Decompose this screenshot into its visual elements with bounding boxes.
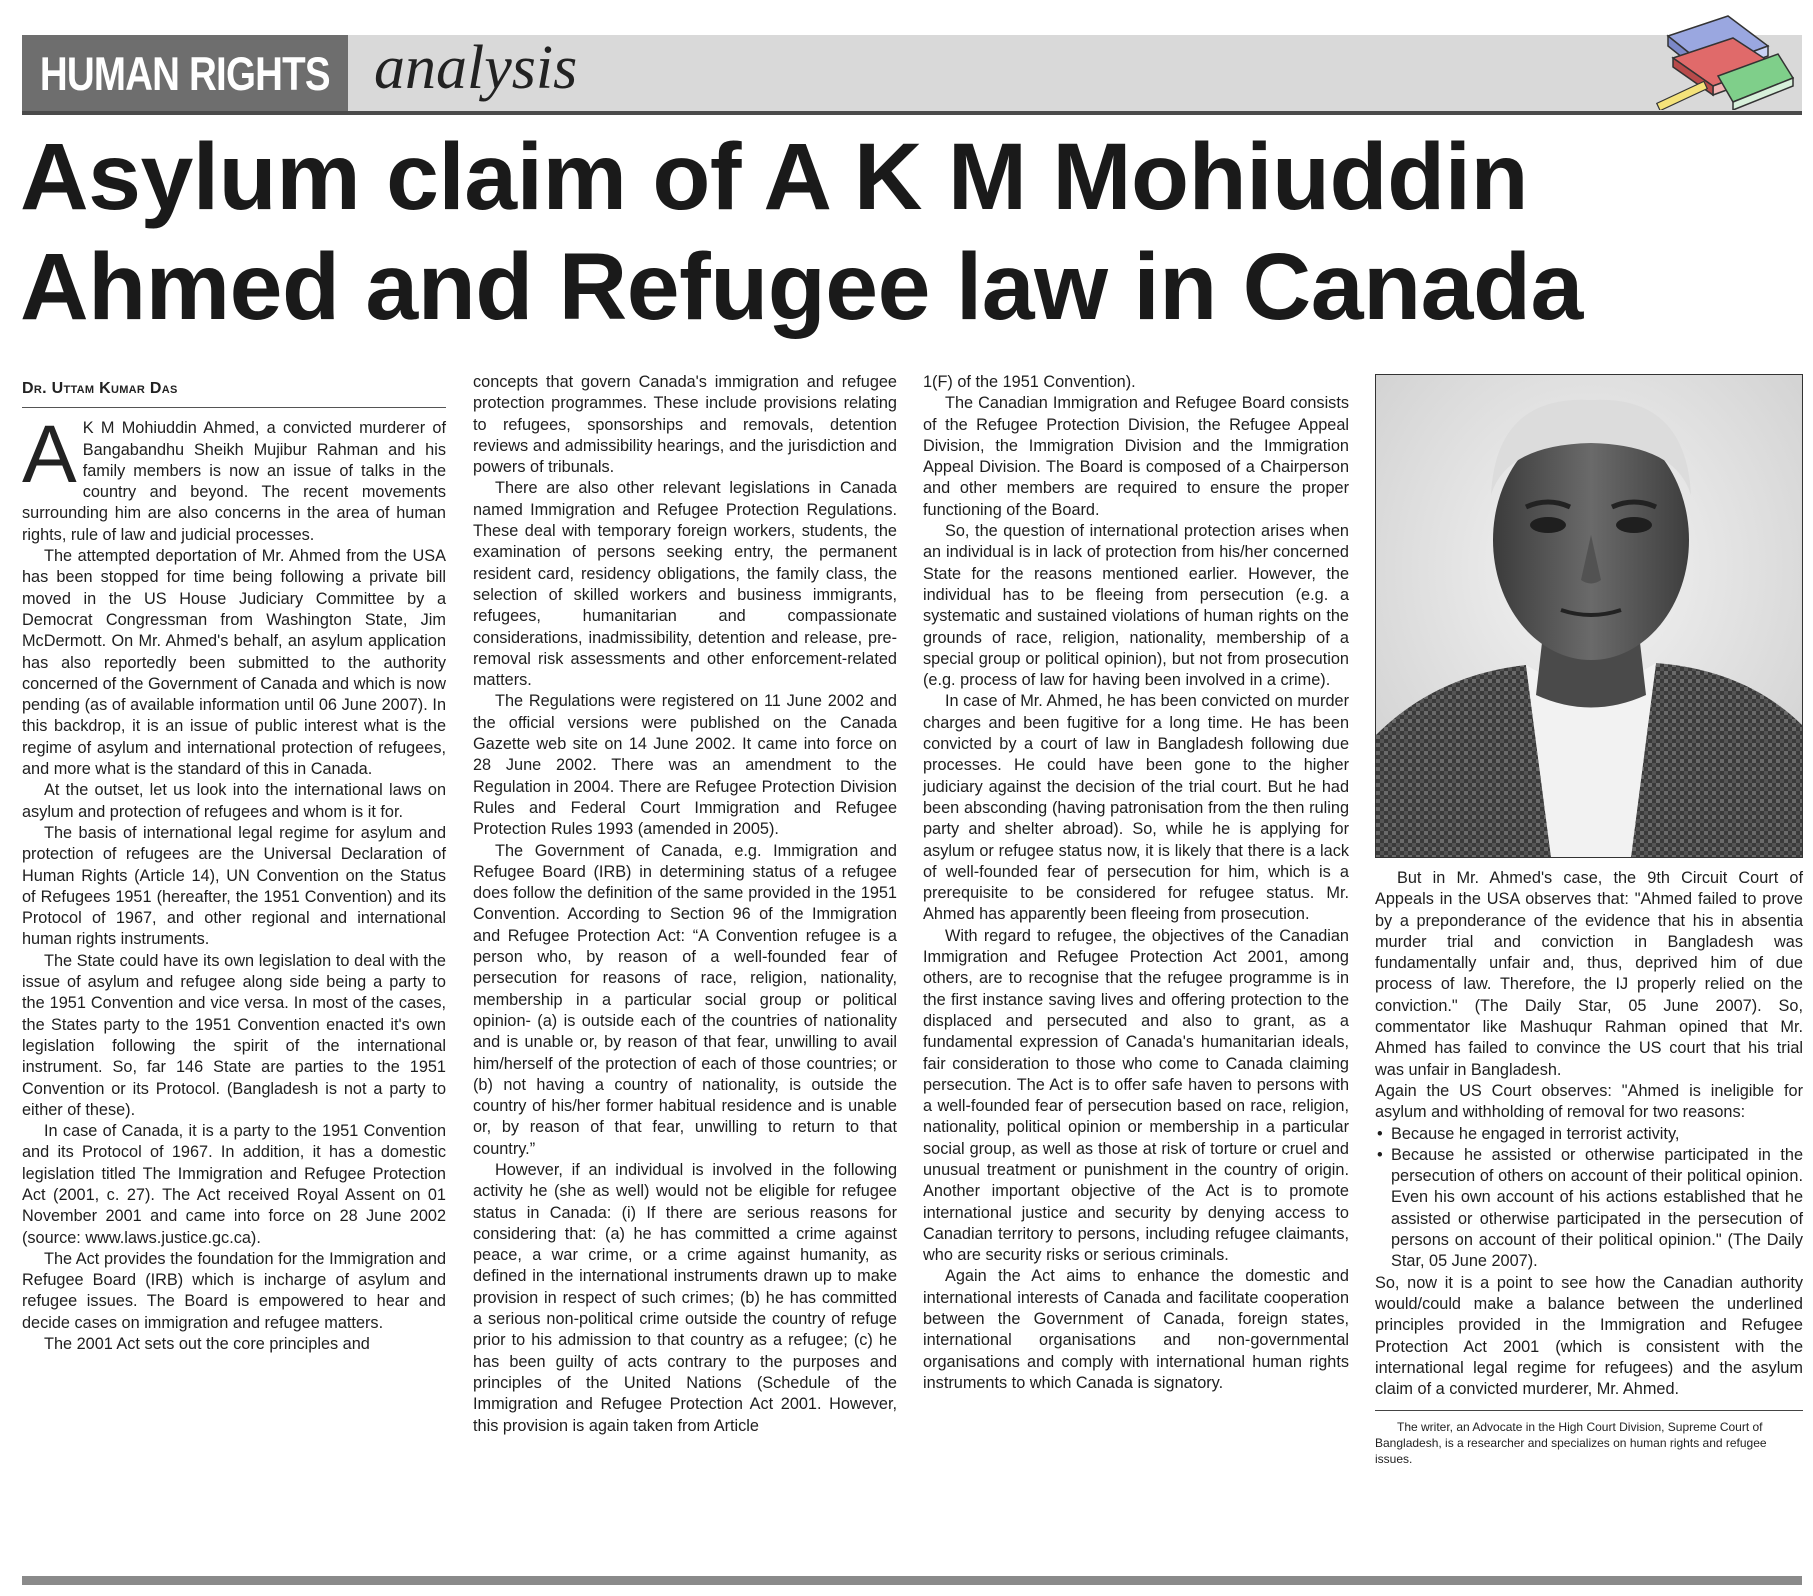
paragraph: The Canadian Immigration and Refugee Board consists of the Refugee Protection Division, the Refugee Appeal Division, the Immigration Division and the Immigration Appeal Division. The Board is composed of a Chairperson and other members are required to ensure the proper functioning of the Board. bbox=[923, 394, 1349, 519]
portrait-image bbox=[1376, 375, 1802, 857]
paragraph: The attempted deportation of Mr. Ahmed from the USA has been stopped for time being following a private bill moved in the US House Judiciary Committee by a Democrat Congressman from Washington State, Jim McDermott. On Mr. Ahmed's behalf, an asylum application has also reportedly been submitted to the authority concerned of the Government of Canada and which is now pending (as of available information until 06 June 2007). In this backdrop, it is an issue of public interest what is the regime of asylum and international protection of refugees, and more what is the standard of this in Canada. bbox=[22, 547, 446, 779]
byline-rule bbox=[22, 407, 446, 408]
column-3 bbox=[923, 372, 1349, 1394]
byline: Dr. Uttam Kumar Das bbox=[22, 380, 178, 397]
paragraph: concepts that govern Canada's immigration and refugee protection programmes. These include provisions relating to refugees, sponsorships and removals, detention reviews and admissibility hearings, and the jurisdiction and powers of tribunals. bbox=[473, 373, 897, 477]
paragraph: The State could have its own legislation to deal with the issue of asylum and refugee along side being a party to the 1951 Convention and vice versa. In most of the cases, the States party to the 1951 Convention enacted it's own legislation following the spirit of the international instrument. So, far 146 State are parties to the 1951 Convention or its Protocol. (Bangladesh is not a party to either of these). bbox=[22, 951, 446, 1119]
paragraph: 1(F) of the 1951 Convention). bbox=[923, 373, 1136, 391]
author-note: The writer, an Advocate in the High Court Division, Supreme Court of Bangladesh, is a researcher and specializes on human rights and refugee issues. bbox=[1375, 1420, 1767, 1467]
paragraph: In case of Canada, it is a party to the 1951 Convention and its Protocol of 1967. In addition, it has a domestic legislation titled The Immigration and Refugee Protection Act (2001, c. 27). The Act received Royal Assent on 01 November 2001 and came into force on 28 June 2002 (source: www.laws.justice.gc.ca). bbox=[22, 1122, 446, 1247]
column-4 bbox=[1375, 868, 1803, 1467]
paragraph: So, now it is a point to see how the Canadian authority would/could make a balance between the underlined principles provided in the Immigration and Refugee Protection Act 2001 (which is consistent with the international legal regime for refugees) and the asylum claim of a convicted murderer, Mr. Ahmed. bbox=[1375, 1273, 1803, 1399]
bottom-rule bbox=[22, 1576, 1802, 1585]
list-item: • Because he assisted or otherwise participated in the persecution of others on account of their political opinion. Even his own account of his actions established that he assisted or otherwise participated in the persecution of persons on account of their political opinion." (The Daily Star, 05 June 2007). bbox=[1375, 1145, 1803, 1273]
paragraph: The Act provides the foundation for the Immigration and Refugee Board (IRB) which is incharge of asylum and refugee issues. The Board is empowered to hear and decide cases on immigration and refugee matters. bbox=[22, 1249, 446, 1332]
paragraph: Again the US Court observes: "Ahmed is ineligible for asylum and withholding of removal for two reasons: bbox=[1375, 1081, 1803, 1122]
paragraph: So, the question of international protection arises when an individual is in lack of protection from his/her concerned State for the reasons mentioned earlier. However, the individual has to be fleeing from persecution (e.g. a systematic and sustained violations of human rights on the grounds of race, religion, nationality, membership of a special group or political opinion), but not from prosecution (e.g. process of law for having been involved in a crime). bbox=[923, 522, 1349, 690]
section-label: HUMAN RIGHTS bbox=[40, 46, 330, 100]
paragraph: But in Mr. Ahmed's case, the 9th Circuit Court of Appeals in the USA observes that: "Ahmed failed to prove by a preponderance of the evidence that his in absentia murder trial and conviction in Bangladesh was fundamentally unfair and, thus, deprived him of due process of law. Therefore, the IJ properly relied on the conviction." (The Daily Star, 05 June 2007). So, commentator like Mashuqur Rahman opined that Mr. Ahmed has failed to convince the US court that his trial was unfair in Bangladesh. bbox=[1375, 869, 1803, 1079]
paragraph: The basis of international legal regime for asylum and protection of refugees are the Universal Declaration of Human Rights (Article 14), UN Convention on the Status of Refugees 1951 (hereafter, the 1951 Convention) and its Protocol of 1967, and other regional and international human rights instruments. bbox=[22, 823, 446, 949]
section-banner bbox=[22, 35, 1802, 111]
paragraph: The Government of Canada, e.g. Immigration and Refugee Board (IRB) in determining status of a refugee does follow the definition of the same provided in the 1951 Convention. According to Section 96 of the Immigration and Refugee Protection Act: “A Convention refugee is a person who, by reason of a well-founded fear of persecution for reasons of race, religion, nationality, membership in a particular social group or political opinion- (a) is outside each of the countries of nationality and is unable or, by reason of that fear, unwilling to avail him/herself of the protection of each of those countries; or (b) not having a country of nationality, is outside the country of his/her former habitual residence and is unable or, by reason of that fear, unwilling to return to that country.” bbox=[473, 841, 897, 1158]
books-icon bbox=[1648, 6, 1798, 110]
note-rule bbox=[1375, 1410, 1803, 1411]
banner-rule bbox=[22, 111, 1802, 115]
section-sublabel: analysis bbox=[374, 34, 578, 102]
headline: Asylum claim of A K M Mohiuddin Ahmed and Refugee law in Canada bbox=[20, 124, 1583, 340]
paragraph: However, if an individual is involved in the following activity he (she as well) would not be eligible for refugee status in Canada: (i) If there are serious reasons for considering that: (a) he has committed a crime against peace, a war crime, or a crime against humanity, as defined in the international instruments drawn up to make provision in respect of such crimes; (b) he has committed a serious non-political crime outside the country of refuge prior to his admission to that country as a refugee; (c) he has been guilty of acts contrary to the purposes and principles of the United Nations (Schedule of the Immigration and Refugee Protection Act 2001. However, this provision is again taken from Article bbox=[473, 1160, 897, 1435]
lead-paragraph bbox=[22, 409, 446, 546]
paragraph: With regard to refugee, the objectives of the Canadian Immigration and Refugee Protection Act 2001, among others, are to recognise that the refugee programme is in the first instance saving lives and offering protection to the displaced and persecuted and also to grant, as a fundamental expression of Canada's humanitarian ideals, fair consideration to those who come to Canada claiming persecution. The Act is to offer safe haven to persons with a well-founded fear of persecution based on race, religion, nationality, political opinion or membership in a particular social group, as well as those at risk of torture or cruel and unusual treatment or punishment in the country of origin. Another important objective of the Act is to promote international justice and security by denying access to Canadian territory to persons, including refugee claimants, who are security risks or serious criminals. bbox=[923, 926, 1349, 1265]
paragraph: At the outset, let us look into the international laws on asylum and protection of refugees and whom is it for. bbox=[22, 781, 446, 821]
paragraph: The 2001 Act sets out the core principles and bbox=[44, 1335, 370, 1354]
paragraph: The Regulations were registered on 11 June 2002 and the official versions were published on the Canada Gazette web site on 14 June 2002. It came into force on 28 June 2002. There was an amendment to the Regulation in 2004. There are Refugee Protection Division Rules and Federal Court Immigration and Refugee Protection Rules 1993 (amended in 2005). bbox=[473, 692, 897, 839]
bullet-list bbox=[1375, 1124, 1803, 1273]
paragraph: In case of Mr. Ahmed, he has been convicted on murder charges and been fugitive for a long time. He has been convicted by a court of law in Bangladesh following due processes. He could have been gone to the higher judiciary against the decision of the trial court. But he had been absconding (having patronisation from the then ruling party and shelter abroad). So, while he is applying for asylum or refugee status now, it is likely that there is a lack of well-founded fear of persecution for him, which is a prerequisite to be considered for refugee status. Mr. Ahmed has apparently been fleeing from prosecution. bbox=[923, 692, 1349, 924]
dropcap: A bbox=[22, 409, 77, 501]
column-2 bbox=[473, 372, 897, 1437]
column-1 bbox=[22, 378, 446, 1355]
paragraph: There are also other relevant legislations in Canada named Immigration and Refugee Protection Regulations. These deal with temporary foreign workers, students, the examination of persons seeking entry, the permanent resident card, residency obligations, the family class, the selection of skilled workers and business immigrants, refugees, humanitarian and compassionate considerations, inadmissibility, detention and release, pre-removal risk assessments and other enforcement-related matters. bbox=[473, 479, 897, 690]
author-subject-photo bbox=[1375, 374, 1803, 858]
lead-text: K M Mohiuddin Ahmed, a convicted murderer of Bangabandhu Sheikh Mujibur Rahman and his family members is now an issue of talks in the country and beyond. The recent movements surrounding him are also concerns in the area of human rights, rule of law and judicial processes. bbox=[22, 419, 446, 544]
paragraph: Again the Act aims to enhance the domestic and international interests of Canada and facilitate cooperation between the Government of Canada, foreign states, international organisations and non-governmental organisations and comply with international human rights instruments to which Canada is signatory. bbox=[923, 1267, 1349, 1392]
list-item: • Because he engaged in terrorist activity, bbox=[1375, 1124, 1803, 1145]
section-label-box bbox=[22, 35, 348, 111]
